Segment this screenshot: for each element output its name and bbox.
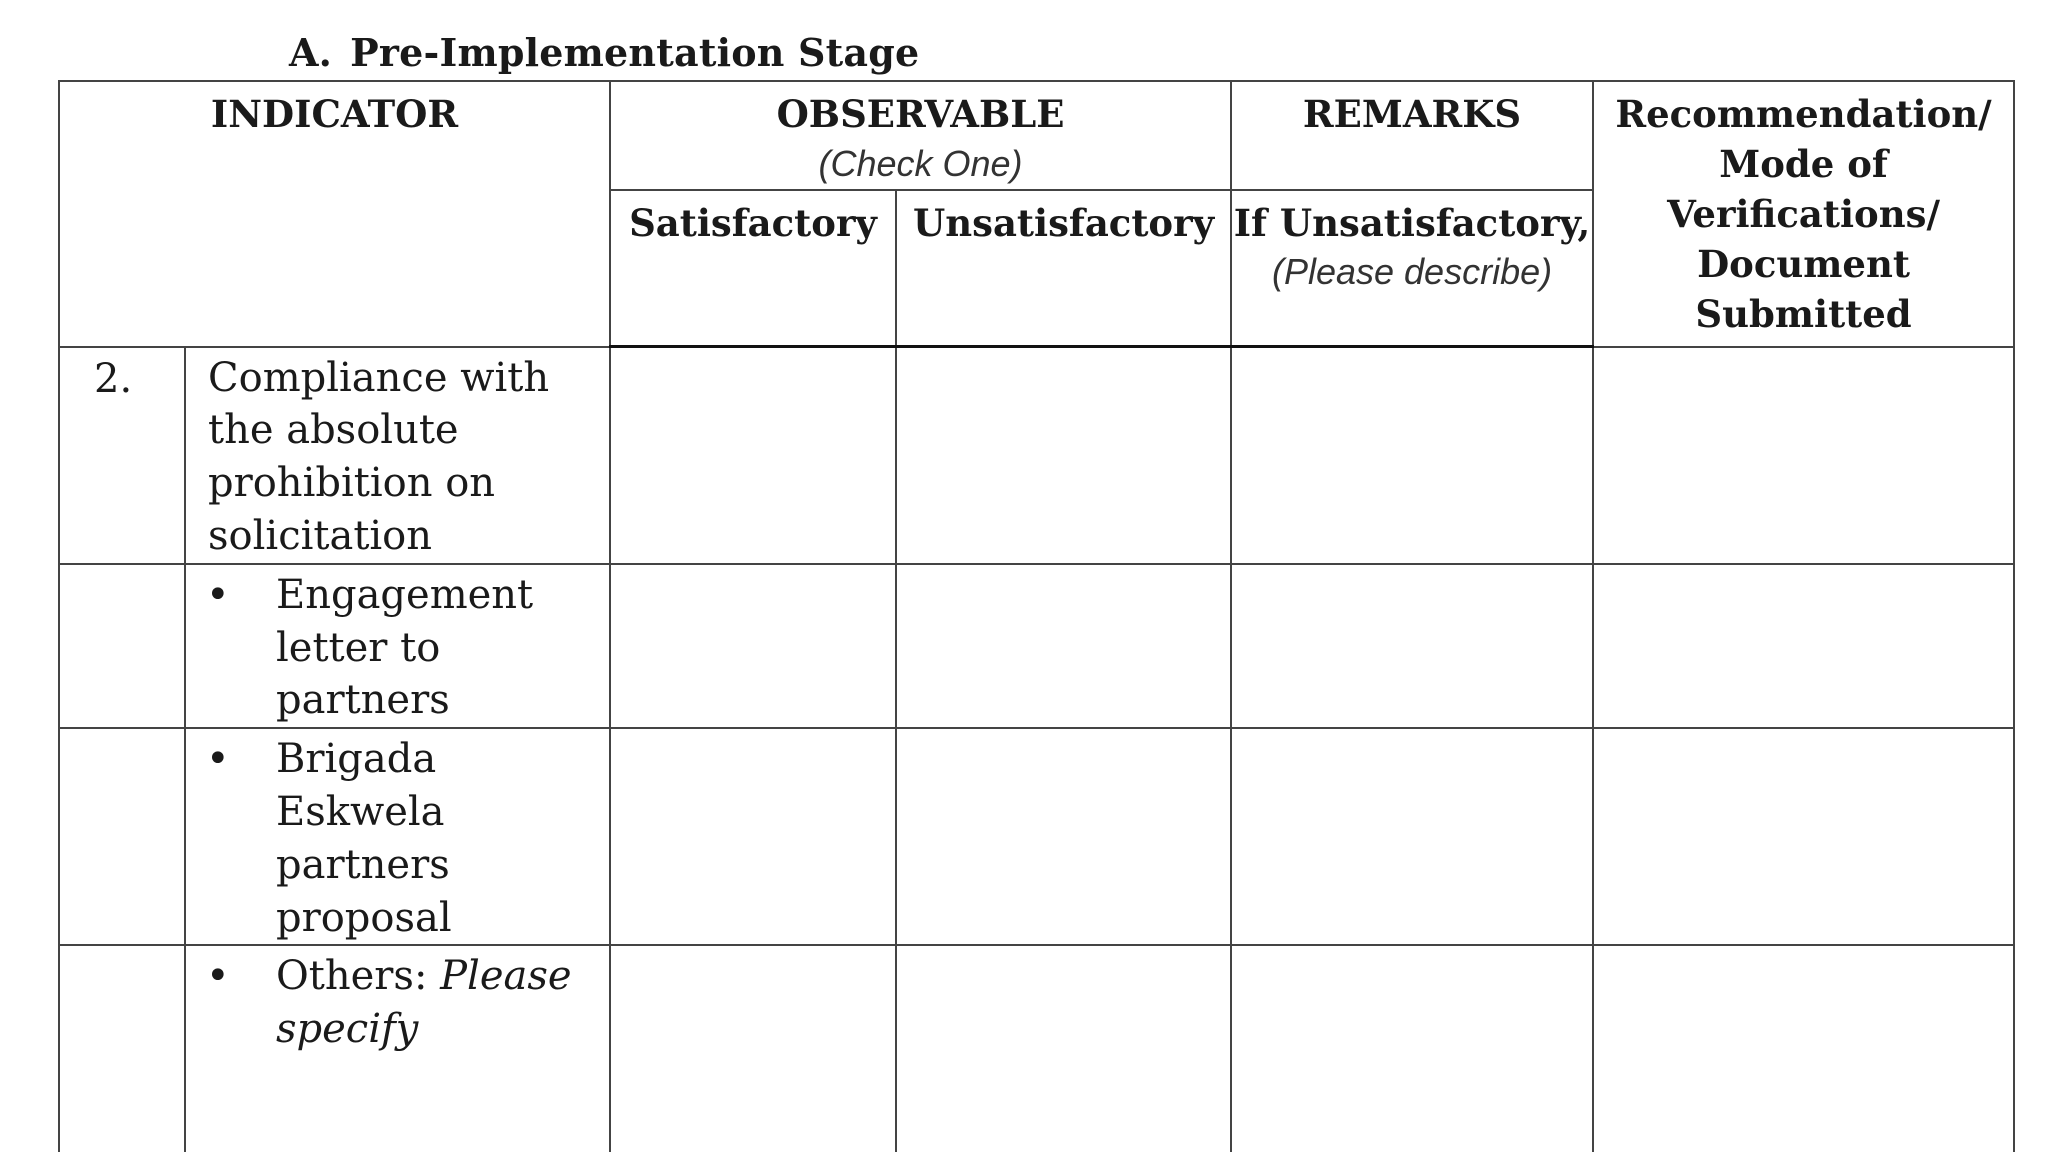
remarks-cell[interactable] [1231,945,1593,1152]
indicator-text: Compliance with the absolute prohibition on solicitation [185,347,610,564]
satisfactory-cell[interactable] [610,564,896,728]
row-number [59,564,185,728]
remarks-cell[interactable] [1231,347,1593,564]
section-title [289,30,919,75]
observable-note: (Check One) [818,142,1023,184]
please-specify-text: Please specify [276,953,572,1053]
table-row [59,945,2014,1152]
pre-implementation-table [58,80,2015,1152]
section-title-text: Pre-Implementation Stage [350,30,920,75]
sub-indicator-text: Others: Please specify [276,953,572,1053]
recommendation-cell[interactable] [1593,945,2014,1152]
bullet-icon: • [206,571,230,618]
satisfactory-cell[interactable] [610,347,896,564]
bullet-icon: • [206,736,230,783]
bullet-icon: • [206,953,230,1000]
sub-indicator-text: Brigada Eskwela partners proposal [276,736,452,941]
remarks-header: REMARKS [1231,81,1593,190]
row-number [59,945,185,1152]
recommendation-cell[interactable] [1593,564,2014,728]
row-number: 2. [59,347,185,564]
remarks-cell[interactable] [1231,728,1593,945]
unsatisfactory-header: Unsatisfactory [896,190,1231,347]
observable-header: OBSERVABLE (Check One) [610,81,1231,190]
sub-indicator-text: Engagement letter to partners [276,571,534,724]
recommendation-header: Recommendation/ Mode of Verifications/ Document Submitted [1593,81,2014,347]
unsatisfactory-cell[interactable] [896,564,1231,728]
row-number [59,728,185,945]
table-row [59,347,2014,564]
indicator-header: INDICATOR [59,81,610,347]
sub-indicator [185,564,610,728]
remarks-cell[interactable] [1231,564,1593,728]
satisfactory-cell[interactable] [610,728,896,945]
remarks-note: (Please describe) [1271,251,1553,293]
unsatisfactory-cell[interactable] [896,945,1231,1152]
recommendation-cell[interactable] [1593,728,2014,945]
table-row [59,564,2014,728]
remarks-subheader: If Unsatisfactory, (Please describe) [1231,190,1593,347]
satisfactory-cell[interactable] [610,945,896,1152]
recommendation-cell[interactable] [1593,347,2014,564]
satisfactory-header: Satisfactory [610,190,896,347]
sub-indicator [185,945,610,1152]
unsatisfactory-cell[interactable] [896,728,1231,945]
table-row [59,728,2014,945]
sub-indicator [185,728,610,945]
unsatisfactory-cell[interactable] [896,347,1231,564]
section-letter: A. [289,30,333,75]
